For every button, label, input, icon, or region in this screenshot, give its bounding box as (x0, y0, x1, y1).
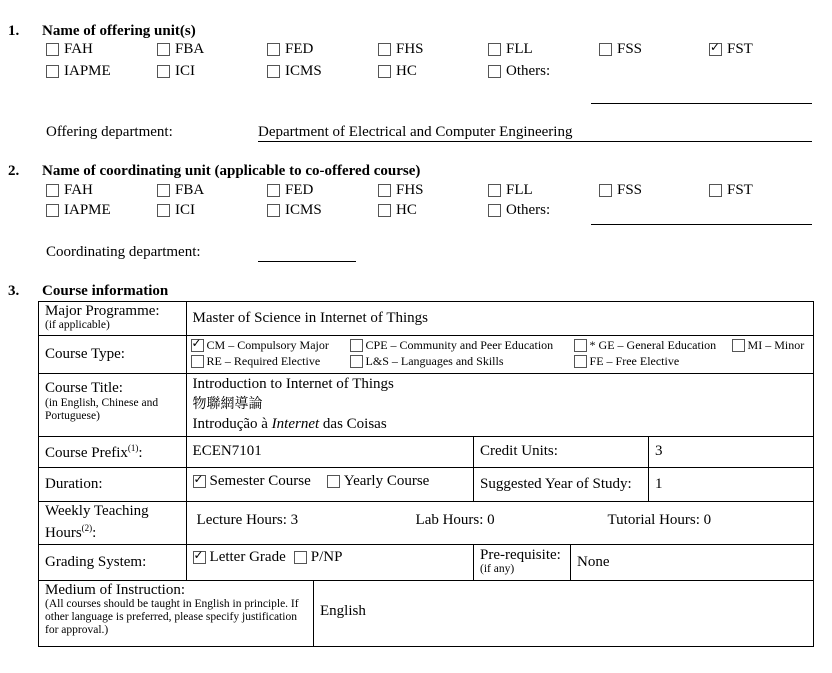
section-number: 2. (8, 163, 20, 179)
section-number: 1. (8, 23, 20, 39)
unit-option-hc[interactable]: HC (378, 202, 417, 219)
unit-option-fss[interactable]: FSS (599, 41, 642, 58)
unit-option-icms[interactable]: ICMS (267, 63, 322, 80)
unit-option-others[interactable]: Others: (488, 202, 550, 219)
unit-option-fah[interactable]: FAH (46, 41, 93, 58)
checkbox-icon (378, 43, 391, 56)
unit-option-others[interactable]: Others: (488, 63, 550, 80)
coordinating-department-label: Coordinating department: (46, 244, 201, 260)
suggested-year-value: 1 (649, 468, 814, 502)
unit-option-fss[interactable]: FSS (599, 182, 642, 199)
table-row (39, 581, 814, 647)
lecture-hours: Lecture Hours: 3 (196, 512, 299, 528)
grading-system-label: Grading System: (39, 545, 187, 581)
unit-option-ici[interactable]: ICI (157, 202, 195, 219)
offering-department-label: Offering department: (46, 124, 173, 140)
checkbox-icon (46, 65, 59, 78)
course-type-fe[interactable]: FE – Free Elective (574, 354, 680, 369)
table-row (39, 502, 814, 545)
unit-option-fst[interactable]: FST (709, 182, 753, 199)
course-prefix-label: Course Prefix$^{(1)}$: (39, 437, 187, 468)
course-title-english: Introduction to Internet of Things (192, 376, 394, 392)
checkbox-icon (191, 355, 204, 368)
medium-of-instruction-label: Medium of Instruction: (45, 582, 185, 598)
credit-units-value: 3 (649, 437, 814, 468)
checkbox-icon (574, 355, 587, 368)
section-title: Name of offering unit(s) (42, 23, 196, 39)
checkbox-icon (488, 65, 501, 78)
unit-option-fba[interactable]: FBA (157, 41, 204, 58)
table-row (39, 468, 814, 502)
course-type-re[interactable]: RE – Required Elective (191, 354, 321, 369)
table-row (39, 545, 814, 581)
checkbox-icon (488, 204, 501, 217)
course-type-ls[interactable]: L&S – Languages and Skills (350, 354, 504, 369)
table-row (39, 437, 814, 468)
unit-option-iapme[interactable]: IAPME (46, 202, 111, 219)
pnp-label: P/NP (310, 549, 343, 565)
checkbox-icon (709, 184, 722, 197)
checkbox-icon (378, 204, 391, 217)
course-info-table (38, 301, 814, 647)
checkbox-icon (488, 184, 501, 197)
tutorial-hours: Tutorial Hours: 0 (607, 512, 712, 528)
checkbox-icon[interactable] (327, 475, 340, 488)
others-underline (591, 224, 812, 225)
prerequisite-label: Pre-requisite: (480, 547, 561, 563)
section-title: Course information (42, 283, 169, 299)
unit-option-fba[interactable]: FBA (157, 182, 204, 199)
major-programme-label: Major Programme: (45, 303, 160, 319)
prerequisite-value: None (571, 545, 814, 581)
section-title: Name of coordinating unit (applicable to co-offered course) (42, 163, 421, 179)
checkbox-checked-icon (709, 43, 722, 56)
unit-option-fll[interactable]: FLL (488, 41, 533, 58)
checkbox-icon (157, 43, 170, 56)
unit-option-fhs[interactable]: FHS (378, 182, 424, 199)
checkbox-icon (157, 204, 170, 217)
checkbox-icon (488, 43, 501, 56)
course-type-cm[interactable]: ✓ CM – Compulsory Major (191, 338, 329, 353)
unit-option-iapme[interactable]: IAPME (46, 63, 111, 80)
course-type-label: Course Type: (39, 336, 187, 374)
checkbox-icon (599, 184, 612, 197)
checkbox-icon (46, 204, 59, 217)
prerequisite-note: (if any) (480, 563, 515, 575)
checkbox-icon (267, 184, 280, 197)
checkbox-icon (157, 65, 170, 78)
others-underline (591, 103, 812, 104)
credit-units-label: Credit Units: (474, 437, 649, 468)
course-title-label: Course Title: (45, 380, 123, 396)
table-row (39, 374, 814, 437)
checkbox-icon (350, 339, 363, 352)
checkbox-icon (267, 204, 280, 217)
medium-of-instruction-value: English (314, 581, 814, 647)
checkbox-icon (267, 65, 280, 78)
checkbox-checked-icon[interactable] (193, 551, 206, 564)
duration-label: Duration: (39, 468, 187, 502)
checkbox-checked-icon[interactable] (193, 475, 206, 488)
table-row (39, 302, 814, 336)
checkbox-icon (46, 184, 59, 197)
unit-option-fhs[interactable]: FHS (378, 41, 424, 58)
unit-option-hc[interactable]: HC (378, 63, 417, 80)
yearly-course-label: Yearly Course (343, 473, 430, 489)
checkbox-checked-icon (191, 339, 204, 352)
checkbox-icon (732, 339, 745, 352)
unit-option-ici[interactable]: ICI (157, 63, 195, 80)
course-title-portuguese: Introdução à Internet das Coisas (192, 416, 387, 432)
course-type-cpe[interactable]: CPE – Community and Peer Education (350, 338, 554, 353)
checkbox-icon (267, 43, 280, 56)
offering-department-value: Department of Electrical and Computer Engineering (258, 124, 812, 142)
major-programme-value: Master of Science in Internet of Things (186, 302, 813, 336)
unit-option-fah[interactable]: FAH (46, 182, 93, 199)
checkbox-icon (46, 43, 59, 56)
course-type-mi[interactable]: MI – Minor (732, 338, 805, 353)
hours-label: Hours$^{(2)}$: (45, 523, 97, 541)
unit-option-fed[interactable]: FED (267, 182, 313, 199)
checkbox-icon (574, 339, 587, 352)
section-number: 3. (8, 283, 20, 299)
table-row (39, 336, 814, 374)
checkbox-icon[interactable] (294, 551, 307, 564)
major-programme-note: (if applicable) (45, 319, 110, 331)
coordinating-department-field[interactable] (258, 261, 356, 262)
unit-option-icms[interactable]: ICMS (267, 202, 322, 219)
unit-option-fll[interactable]: FLL (488, 182, 533, 199)
unit-option-fed[interactable]: FED (267, 41, 313, 58)
semester-course-label: Semester Course (209, 473, 311, 489)
checkbox-icon (378, 184, 391, 197)
weekly-teaching-label: Weekly Teaching (45, 503, 149, 519)
checkbox-icon (157, 184, 170, 197)
checkbox-icon (378, 65, 391, 78)
medium-of-instruction-note: (All courses should be taught in English in principle. If other language is preferred, please specify justification for approval.) (45, 598, 299, 636)
course-title-chinese: 物聯網導論 (192, 396, 263, 412)
course-title-note: (in English, Chinese and Portuguese) (45, 397, 159, 422)
course-type-ge[interactable]: * GE – General Education (574, 338, 717, 353)
course-prefix-value: ECEN7101 (186, 437, 473, 468)
unit-option-fst[interactable]: ✓ FST (709, 41, 753, 58)
checkbox-icon (599, 43, 612, 56)
suggested-year-label: Suggested Year of Study: (474, 468, 649, 502)
lab-hours: Lab Hours: 0 (415, 512, 495, 528)
checkbox-icon (350, 355, 363, 368)
letter-grade-label: Letter Grade (209, 549, 286, 565)
